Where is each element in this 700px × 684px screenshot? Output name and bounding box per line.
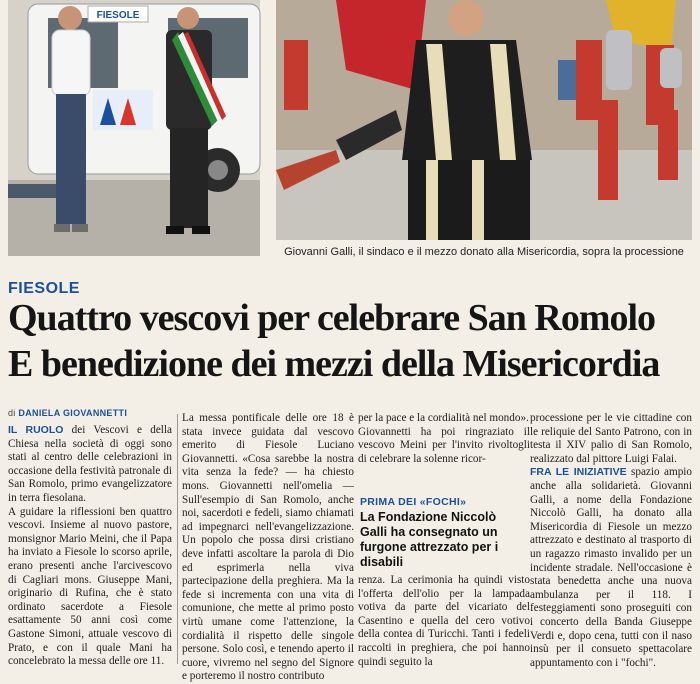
column-4-paragraph-1: processione per le vie cittadine con le reliquie del Santo Patrono, con in testa il XIV palio di San Romolo, realizzato dal pittore Luigi Falai. xyxy=(530,412,692,465)
article-column-3-continued xyxy=(358,574,530,669)
column-3-paragraph-3: renza. La cerimonia ha quindi visto l'offerta dell'olio per la lampada votiva da parte del vicariato del Casentino e quella del cero votivo della contea di Turicchi. Tanti i fedeli raccolti in preghiera, che poi hanno quindi seguito la xyxy=(358,574,530,668)
sidebar-label: PRIMA DEI «FOCHI» xyxy=(360,496,467,508)
section-tag: FIESOLE xyxy=(8,280,80,297)
byline-prefix: di xyxy=(8,408,16,418)
article-column-1 xyxy=(8,424,172,669)
photo-procession xyxy=(276,0,692,240)
photo-procession-illustration xyxy=(276,0,692,240)
byline-author: DANIELA GIOVANNETTI xyxy=(18,408,128,418)
column-1-paragraph-2: A guidare la riflessioni ben quattro vescovi. Insieme al nuovo pastore, monsignor Mario Meini, che il Papa ha inviato a Fiesole lo scorso aprile, erano presenti anche l'arcivescovo di Cagliari mons. Giuseppe Mani, originario di Rufina, che è stato ordinato sacerdote a Fiesole esattamente 50 anni così come Gastone Simoni, attuale vescovo di Prato, e con il quale Mani ha concelebrato la messa delle ore 11. xyxy=(8,505,172,668)
column-2-paragraph-1: La messa pontificale delle ore 18 è stata invece guidata dal vescovo emerito di Fiesole Luciano Giovannetti. «Cosa sarebbe la nostra vita senza la fede? — ha chiesto mons. Giovannetti nell'omelia — Sull'esempio di San Romolo, anche noi, sacerdoti e fedeli, siamo chiamati ad impegnarci nell'evangelizzazione. Un popolo che possa dirsi cristiano deve infatti ascoltare la parola di Dio ed esprimerla nella viva partecipazione della preghiera. Ma la fede si incrementa con una vita di comunione, che mette al primo posto virtù umane come l'attenzione, la cordialità il rispetto delle singole persone. Solo così, e tenendo aperto il cuore, vivremo nel segno del Signore e porteremo il nostro contributo xyxy=(182,412,354,683)
lead-in-iniziative: FRA LE INIZIATIVE xyxy=(530,466,627,479)
column-divider xyxy=(177,414,178,664)
column-1-text-1: dei Vescovi e della Chiesa nella società di oggi sono stati al centro delle celebrazioni in occasione della festività patronale di San Romolo, primo evangelizzatore in terra fiesolana. xyxy=(8,424,172,504)
vehicle-lettering: FIESOLE xyxy=(96,10,140,21)
photo-vehicle-donation xyxy=(8,0,260,256)
photo-caption: Giovanni Galli, il sindaco e il mezzo donato alla Misericordia, sopra la processione xyxy=(284,246,684,258)
sidebar-title: La Fondazione Niccolò Galli ha consegnato un furgone attrezzato per i disabili xyxy=(360,510,499,569)
headline-line-1: Quattro vescovi per celebrare San Romolo xyxy=(8,297,656,339)
lead-in-ruolo: IL RUOLO xyxy=(8,424,64,436)
column-4-paragraph-2 xyxy=(530,466,692,670)
column-4-text-2: spazio ampio anche alla solidarietà. Giovanni Galli, a nome della Fondazione Niccolò Galli, ha donato alla Misericordia di Fiesole un mezzo attrezzato e destinato al trasporto di un ragazzo rimasto invalido per un incidente stradale. Nell'occasione è stata benedetta anche una nuova ambulanza per il 118. I festeggiamenti sono proseguiti con i concerto della Banda Giuseppe Verdi e, dopo cena, tutti con il naso insù per il consueto spettacolare appuntamento con i "fochi". xyxy=(530,466,692,669)
headline-line-2: E benedizione dei mezzi della Misericordia xyxy=(8,343,660,385)
article-column-3 xyxy=(358,412,530,466)
column-1-paragraph-1 xyxy=(8,424,172,506)
column-3-paragraph-2: Giovannetti ha poi ringraziato il vescovo Meini per l'invito rivoltogli di celebrare la solenne ricor- xyxy=(358,425,530,465)
photo-vehicle-illustration xyxy=(8,0,260,256)
column-3-paragraph-1: per la pace e la cordialità nel mondo». xyxy=(358,412,529,424)
article-column-2 xyxy=(182,412,354,684)
article-column-4 xyxy=(530,412,692,670)
byline xyxy=(8,408,127,418)
